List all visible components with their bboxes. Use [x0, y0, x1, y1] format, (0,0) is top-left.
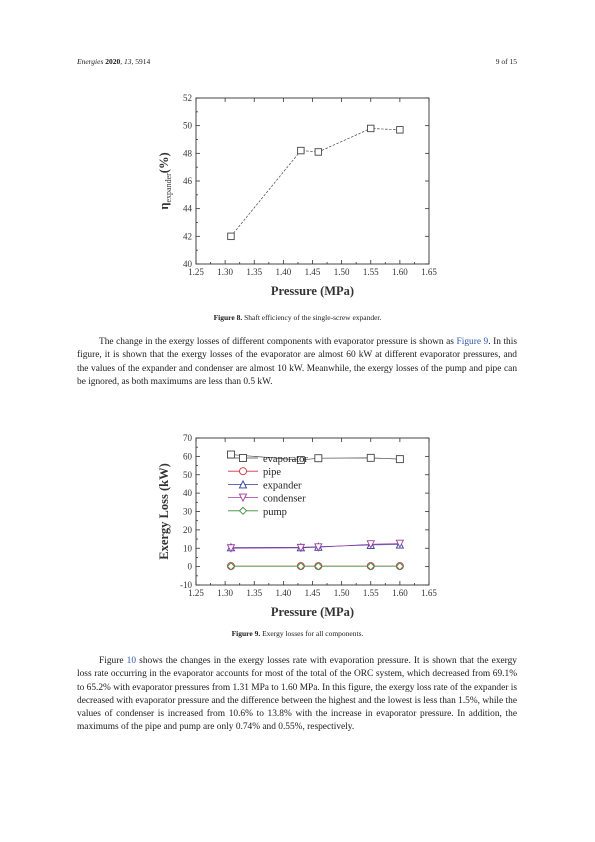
x-tick-label: 1.45 [304, 588, 321, 598]
legend-label: condenser [263, 493, 306, 505]
x-tick-label: 1.25 [188, 588, 204, 598]
y-tick-label: 40 [183, 488, 192, 499]
journal-name: Energies [77, 57, 104, 66]
data-point-evaporator [396, 456, 403, 463]
data-point-series [397, 127, 404, 134]
x-tick-label: 1.30 [217, 588, 233, 598]
legend-label: expander [263, 480, 302, 492]
x-tick-label: 1.55 [362, 267, 379, 277]
body-paragraph-2 [77, 655, 517, 735]
y-tick-label: -10 [180, 580, 192, 590]
x-tick-label: 1.55 [362, 588, 379, 598]
legend-label: evaporator [263, 454, 308, 465]
legend-swatch-marker [240, 468, 247, 475]
y-label-symbol: η [157, 202, 171, 210]
y-tick-label: 20 [183, 524, 192, 535]
x-tick-label: 1.40 [275, 588, 292, 598]
y-tick-label: 42 [183, 231, 192, 242]
journal-volume: 13 [124, 57, 132, 66]
x-tick-label: 1.35 [246, 588, 263, 598]
data-point-series [298, 147, 305, 154]
figure-9-caption-text: Exergy losses for all components. [262, 629, 364, 638]
body-paragraph-1 [77, 336, 517, 389]
legend-swatch-marker [240, 455, 247, 462]
y-tick-label: 60 [183, 451, 192, 462]
para2-text-b: shows the changes in the exergy losses rate with evaporation pressure. It is shown that the exergy loss rate occurring in the evaporator accounts for most of the total of the ORC system, which decreased from 69.1% to 65.2% with evaporator pressures from 1.31 MPa to 1.60 MPa. In this figure, the exergy loss rate of the expander is decreased with evaporator pressure and the difference between the highest and the lowest is less than 1.5%, while the values of condenser is increased from 10.6% to 13.8% with the increase in evaporator pressure. In addition, the maximums of the pipe and pump are only 0.74% and 0.55%, respectively. [77, 656, 517, 733]
y-tick-label: 46 [183, 176, 192, 186]
figure-8-label: Figure 8. [213, 313, 243, 322]
y-tick-label: 50 [183, 469, 192, 480]
para2-text-a: Figure [99, 656, 127, 666]
para1-text-b: . In this figure, it is shown that the exergy losses of the evaporator are almost 60 kW at different evaporator pressures, and the values of the expander and condenser are almost 10 kW. Meanwhile, the exergy losses of the pump and pipe can be ignored, as both maximums are less than 0.5 kW. [77, 337, 518, 387]
x-axis-label: Pressure (MPa) [270, 605, 355, 619]
y-axis-label [157, 152, 173, 209]
y-axis-label: Exergy Loss (kW) [157, 463, 171, 560]
figure-8-caption-text: Shaft efficiency of the single-screw expander. [244, 313, 382, 322]
series-line-0 [231, 128, 400, 236]
y-tick-label: 30 [183, 506, 192, 517]
x-tick-label: 1.65 [421, 267, 437, 277]
x-tick-label: 1.25 [188, 267, 204, 277]
data-point-series [315, 149, 322, 156]
y-tick-label: 50 [183, 120, 192, 131]
data-point-evaporator [227, 451, 234, 458]
x-tick-label: 1.50 [333, 267, 350, 277]
figure-9-caption [0, 629, 595, 638]
x-axis-label: Pressure (MPa) [270, 284, 355, 298]
article-number: 5914 [135, 57, 151, 66]
x-tick-label: 1.30 [217, 267, 233, 277]
y-tick-label: 48 [183, 148, 192, 159]
figure-9-link[interactable]: Figure 9 [456, 337, 489, 347]
legend-swatch-marker [240, 507, 247, 514]
running-header: Energies 2020, 13, 5914 [77, 57, 151, 66]
y-tick-label: 10 [183, 543, 192, 554]
data-point-evaporator [315, 455, 322, 462]
data-point-series [368, 125, 375, 132]
y-tick-label: 40 [183, 259, 192, 269]
y-tick-label: 70 [183, 433, 192, 443]
x-tick-label: 1.60 [392, 267, 408, 277]
page-number: 9 of 15 [495, 57, 517, 66]
x-tick-label: 1.60 [392, 588, 408, 598]
y-label-unit: (%) [157, 152, 171, 174]
para1-text-a: The change in the exergy losses of different components with evaporator pressure is shown as [99, 337, 457, 347]
x-tick-label: 1.50 [333, 588, 350, 598]
x-tick-label: 1.40 [275, 267, 292, 277]
data-point-evaporator [367, 454, 374, 461]
legend-label: pipe [263, 467, 282, 479]
figure-9-chart [0, 425, 595, 625]
figure-8-chart [0, 85, 595, 305]
x-tick-label: 1.65 [421, 588, 437, 598]
y-label-subscript: expander [164, 173, 173, 203]
journal-year: 2020 [105, 57, 121, 66]
x-tick-label: 1.45 [304, 267, 321, 277]
x-tick-label: 1.35 [246, 267, 263, 277]
data-point-series [228, 233, 235, 240]
legend-label: pump [263, 506, 287, 518]
figure-10-link[interactable]: 10 [126, 656, 137, 666]
figure-8-caption [0, 313, 595, 322]
y-tick-label: 52 [183, 93, 192, 103]
figure-9-label: Figure 9. [231, 629, 261, 638]
y-tick-label: 0 [187, 561, 192, 572]
y-tick-label: 44 [183, 203, 192, 214]
